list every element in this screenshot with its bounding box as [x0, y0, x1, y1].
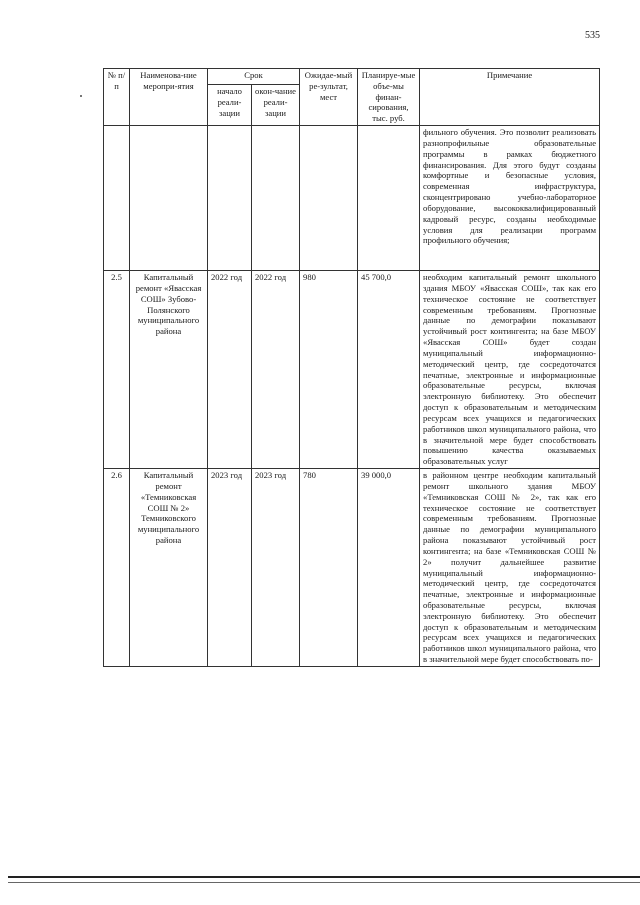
table-row — [104, 126, 600, 271]
row-expected — [300, 126, 358, 271]
col-header-expected: Ожидае-мый ре-зультат, мест — [300, 69, 358, 126]
table-row — [104, 271, 600, 469]
row-name: Капитальный ремонт «Явасская СОШ» Зубово-Полянского муниципального района — [130, 271, 208, 469]
header-row — [104, 69, 600, 85]
row-num — [104, 126, 130, 271]
row-end: 2022 год — [252, 271, 300, 469]
col-header-start: начало реали-зации — [208, 85, 252, 126]
col-header-planned: Планируе-мые объе-мы финан-сирования, тыс. руб. — [358, 69, 420, 126]
col-header-end: окон-чание реали-зации — [252, 85, 300, 126]
col-header-term: Срок — [208, 69, 300, 85]
row-start — [208, 126, 252, 271]
measures-table — [103, 68, 600, 667]
row-name: Капитальный ремонт «Темниковская СОШ № 2» Темниковского муниципального района — [130, 469, 208, 667]
table-row — [104, 469, 600, 667]
bottom-rule-thin — [8, 882, 640, 883]
row-expected: 780 — [300, 469, 358, 667]
row-note: необходим капитальный ремонт школьного здания МБОУ «Явасская СОШ», так как его техническое состояние не соответствует современным требованиям. Прогнозные данные по демографии показывают устойчивый рост контингента; на базе МБОУ «Явасская СОШ» будет создан муниципальный информационно-методический центр, где сосредоточатся печатные, электронные и информационные образовательные ресурсы, включая электронную библиотеку. Это обеспечит доступ к образовательным и методическим ресурсам всех учащихся и педагогических работников школ муниципального района, что в значительной мере будет способствовать повышению качества оказываемых образовательных услуг — [420, 271, 600, 469]
row-planned: 45 700,0 — [358, 271, 420, 469]
row-name — [130, 126, 208, 271]
row-planned — [358, 126, 420, 271]
page-number: 535 — [585, 30, 600, 41]
row-end — [252, 126, 300, 271]
row-note: в районном центре необходим капитальный ремонт школьного здания МБОУ «Темниковская СОШ № 2», так как его техническое состояние не соответствует современным требованиям. Прогнозные данные по демографии муниципального района показывают устойчивый рост контингента; на базе «Темниковская СОШ № 2» получит дальнейшее развитие муниципальный информационно-методический центр, где сосредоточатся печатные, электронные и информационные образовательные ресурсы, включая электронную библиотеку. Это обеспечит доступ к образовательным и методическим ресурсам всех учащихся и педагогических работников школ муниципального района, что в значительной мере будет способствовать по- — [420, 469, 600, 667]
row-start: 2023 год — [208, 469, 252, 667]
row-note: фильного обучения. Это позволит реализовать разнопрофильные образовательные программы в рамках бюджетного финансирования. Для этого будут созданы комфортные и безопасные условия, современная инфраструктура, сконцентрировано учебно-лабораторное оборудование, высококвалифицированный кадровый ресурс, созданы необходимые условия для реализации программ профильного обучения; — [420, 126, 600, 271]
row-planned: 39 000,0 — [358, 469, 420, 667]
bottom-rule — [8, 876, 640, 878]
row-end: 2023 год — [252, 469, 300, 667]
row-num: 2.5 — [104, 271, 130, 469]
col-header-note: Примечание — [420, 69, 600, 126]
row-num: 2.6 — [104, 469, 130, 667]
margin-mark — [80, 95, 82, 97]
col-header-name: Наименова-ние меропри-ятия — [130, 69, 208, 126]
col-header-num: № п/п — [104, 69, 130, 126]
row-start: 2022 год — [208, 271, 252, 469]
row-expected: 980 — [300, 271, 358, 469]
